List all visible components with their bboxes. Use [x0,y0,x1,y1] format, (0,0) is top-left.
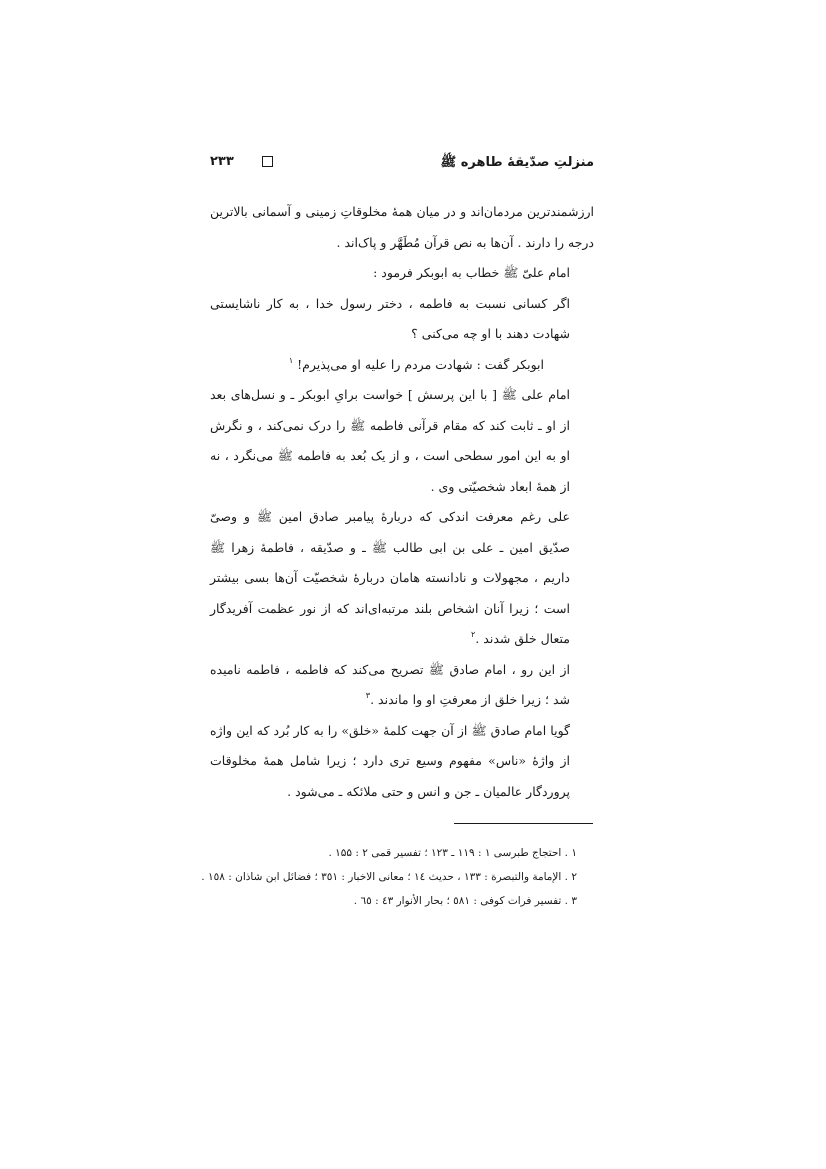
footnote-divider [454,823,593,824]
paragraph-text: از این رو ، امام صادق ﷺ تصریح می‌کند که فاطمه ، فاطمه نامیده شد ؛ زیرا خلق از معرفتِ او وا ماندند . [210,661,570,707]
paragraph [210,655,594,716]
footnote: ۲ . الإمامة والتبصرة : ۱۳۳ ، حدیث ۱٤ ؛ معانی الاخبار : ۳٥۱ ؛ فضائل ابن شاذان : ۱٥۸ . [201,871,577,883]
page-number: ۲۳۳ [210,154,234,169]
paragraph: ارزشمندترین مردمان‌اند و در میان همۀ مخلوقاتِ زمینی و آسمانی بالاترین درجه را دارند . آن‌ها به نص قرآن مُطَهَّر و پاک‌اند . [210,204,594,250]
paragraph: امام علیّ ﷺ خطاب به ابوبکر فرمود : [373,265,570,280]
footnote-mark: ۳ [365,691,371,700]
paragraph-text: ابوبکر گفت : شهادت مردم را علیه او می‌پذیرم! [297,356,544,372]
running-header [210,152,594,174]
quoted-question: اگر کسانی نسبت به فاطمه ، دختر رسول خدا ، به کار ناشایستی شهادت دهند با او چه می‌کنی ؟ [210,295,570,341]
paragraph [210,502,594,655]
body-text [210,197,594,807]
paragraph: گویا امام صادق ﷺ از آن جهت کلمۀ «خلق» را به کار بُرد که این واژه از واژۀ «ناس» مفهوم وسیع تری دارد ؛ زیرا شامل همۀ مخلوقات پروردگار عالمیان ـ جن و انس و حتی ملائکه ـ می‌شود . [210,722,570,799]
footnote-mark: ۲ [471,630,476,639]
paragraph-text: علی رغم معرفت اندکی که دربارۀ پیامبر صادق امین ﷺ و وصیّ صدّیق امین ـ علی بن ابی طالب ﷺ ـ و صدّیقه ، فاطمۀ زهرا ﷺ داریم ، مجهولات و نادانسته هامان دربارۀ شخصیّت آن‌ها بسی بیشتر است ؛ زیرا آنان اشخاص بلند مرتبه‌ای‌اند که از نور عظمت آفریدگار متعال خلق شدند . [210,509,570,646]
square-ornament-icon [262,156,273,167]
paragraph [210,350,594,381]
paragraph: امام علی ﷺ [ با این پرسش ] خواست برایِ ابوبکر ـ و نسل‌های بعد از او ـ ثابت کند که مقام قرآنی فاطمه ﷺ را درک نمی‌کند ، و نگرش او به این امور سطحی است ، و از یک بُعد به فاطمه ﷺ می‌نگرد ، نه از همۀ ابعاد شخصیّتی وی . [210,387,570,494]
footnote: ۳ . تفسیر فرات کوفی : ٥۸۱ ؛ بحار الأنوار ٤۳ : ٦٥ . [353,895,577,907]
running-title: منزلتِ صدّیقۀ طاهره ﷺ [440,155,594,170]
footnote: ۱ . احتجاج طبرسی ۱ : ۱۱۹ ـ ۱۲۳ ؛ تفسیر قمی ۲ : ۱۵۵ . [328,847,577,859]
footnotes [180,841,594,913]
footnote-mark: ۱ [288,355,294,365]
